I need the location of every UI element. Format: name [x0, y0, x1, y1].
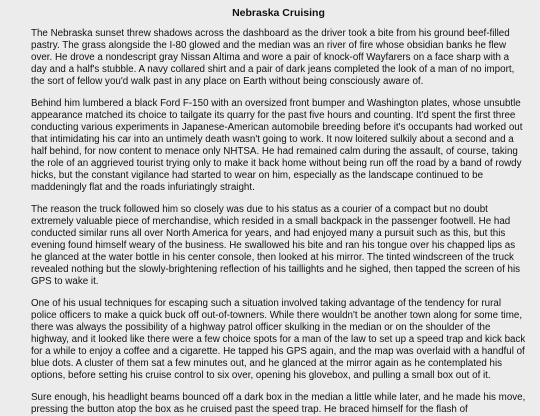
- document-title: Nebraska Cruising: [232, 7, 325, 19]
- paragraph: The reason the truck followed him so closely was due to his status as a courier of a compact but no doubt extremely valuable piece of merchandise, which resided in a small backpack in the passenger footwell. He had conducted similar runs all over North America for years, and had enjoyed many a pursuit such as this, but this evening found himself weary of the business. He swallowed his bite and ran his tongue over his chapped lips as he glanced at the water bottle in his center console, then looked at his mirror. The tinted windscreen of the truck revealed nothing but the slowly-brightening reflection of his taillights and he sighed, then tapped the screen of his GPS to wake it.: [31, 204, 521, 287]
- paragraph: Sure enough, his headlight beams bounced off a dark box in the median a little while later, and he made his move, pressing the button atop the box as he cruised past the speed trap. He braced himself for the flash of: [31, 392, 526, 415]
- paragraph: Behind him lumbered a black Ford F-150 with an oversized front bumper and Washington plates, whose unsubtle appearance matched its choice to tailgate its quarry for the past five hours and counting. It'd spent the first three conducting various experiments in Japanese-American automobile breeding before it's occupants had worked out that intimidating his car into an untimely death wasn't going to work. It now loitered sulkily about a second and a half behind, for now content to menace only NHTSA. He had remained calm during the assault, of course, taking the role of an aggrieved tourist trying only to make it back home without being run off the road by a band of rowdy hicks, but the constant vigilance had started to wear on him, especially as the landscape continued to be maddeningly flat and the roads infuriatingly straight.: [31, 98, 523, 193]
- paragraph: One of his usual techniques for escaping such a situation involved taking advantage of the tendency for rural police officers to make a quick buck off out-of-towners. While there wouldn't be another town along for some time, there was always the possibility of a highway patrol officer skulking in the median or on the shoulder of the highway, and it looked like there were a few choice spots for a man of the law to set up a speed trap and kick back for a while to enjoy a coffee and a cigarette. He tapped his GPS again, and the map was overlaid with a handful of blue dots. A cluster of them sat a few minutes out, and he glanced at the mirror again as he contemplated his options, before setting his cruise control to six over, opening his glovebox, and pulling a small box out of it.: [31, 298, 526, 381]
- paragraph: The Nebraska sunset threw shadows across the dashboard as the driver took a bite from his ground beef-filled pastry. The grass alongside the I-80 glowed and the median was an river of fire whose obsidian banks he flew over. He drove a nondescript gray Nissan Altima and wore a pair of knock-off Wayfarers on a face sharp with a day and a half's stubble. A navy collared shirt and a pair of dark jeans completed the look of a man of no import, the sort of fellow you'd walk past in any place on Earth without being consciously aware of.: [31, 28, 515, 87]
